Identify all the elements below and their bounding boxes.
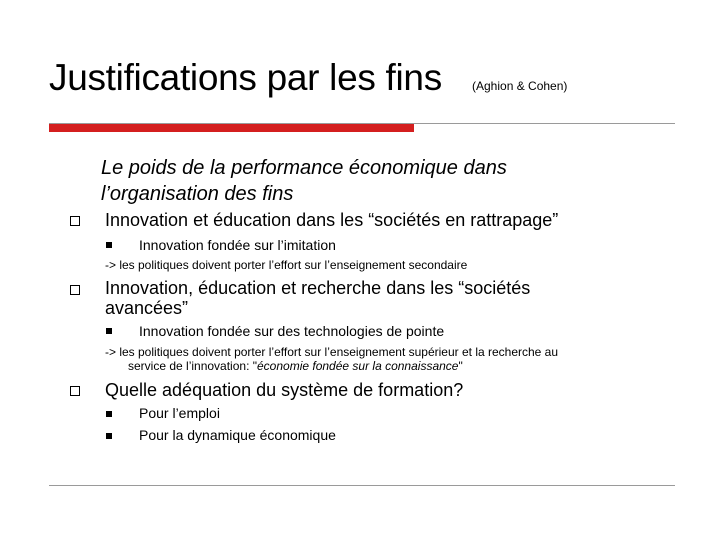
bottom-divider bbox=[49, 485, 675, 486]
hollow-square-bullet-icon bbox=[70, 216, 80, 226]
intro-line-2: l’organisation des fins bbox=[101, 183, 294, 205]
section-3-sub-bullet-1: Pour l’emploi bbox=[139, 405, 220, 421]
note-prefix: service de l’innovation: " bbox=[128, 359, 257, 373]
section-2-note-line-2 bbox=[128, 359, 463, 373]
square-bullet-icon bbox=[106, 328, 112, 334]
section-2-note-line-1: -> les politiques doivent porter l’effort sur l’enseignement supérieur et la recherche au bbox=[105, 345, 559, 359]
square-bullet-icon bbox=[106, 242, 112, 248]
square-bullet-icon bbox=[106, 411, 112, 417]
hollow-square-bullet-icon bbox=[70, 386, 80, 396]
note-emphasis: économie fondée sur la connaissance bbox=[257, 359, 459, 373]
accent-bar bbox=[49, 124, 414, 132]
intro-line-1: Le poids de la performance économique dans bbox=[101, 157, 507, 179]
note-suffix: " bbox=[458, 359, 463, 373]
section-1-sub-bullet: Innovation fondée sur l’imitation bbox=[139, 237, 336, 253]
section-2-sub-bullet: Innovation fondée sur des technologies de pointe bbox=[139, 323, 445, 339]
square-bullet-icon bbox=[106, 433, 112, 439]
title-source: (Aghion & Cohen) bbox=[472, 79, 568, 93]
section-3-sub-bullet-2: Pour la dynamique économique bbox=[139, 427, 336, 443]
section-1-heading: Innovation et éducation dans les “sociétés en rattrapage” bbox=[105, 210, 559, 230]
section-2-heading-line-2: avancées” bbox=[105, 298, 189, 318]
slide-title: Justifications par les fins bbox=[49, 57, 442, 98]
section-2-heading-line-1: Innovation, éducation et recherche dans les “sociétés bbox=[105, 278, 531, 298]
hollow-square-bullet-icon bbox=[70, 285, 80, 295]
section-3-heading: Quelle adéquation du système de formation? bbox=[105, 380, 464, 400]
section-1-note: -> les politiques doivent porter l’effort sur l’enseignement secondaire bbox=[105, 258, 468, 272]
